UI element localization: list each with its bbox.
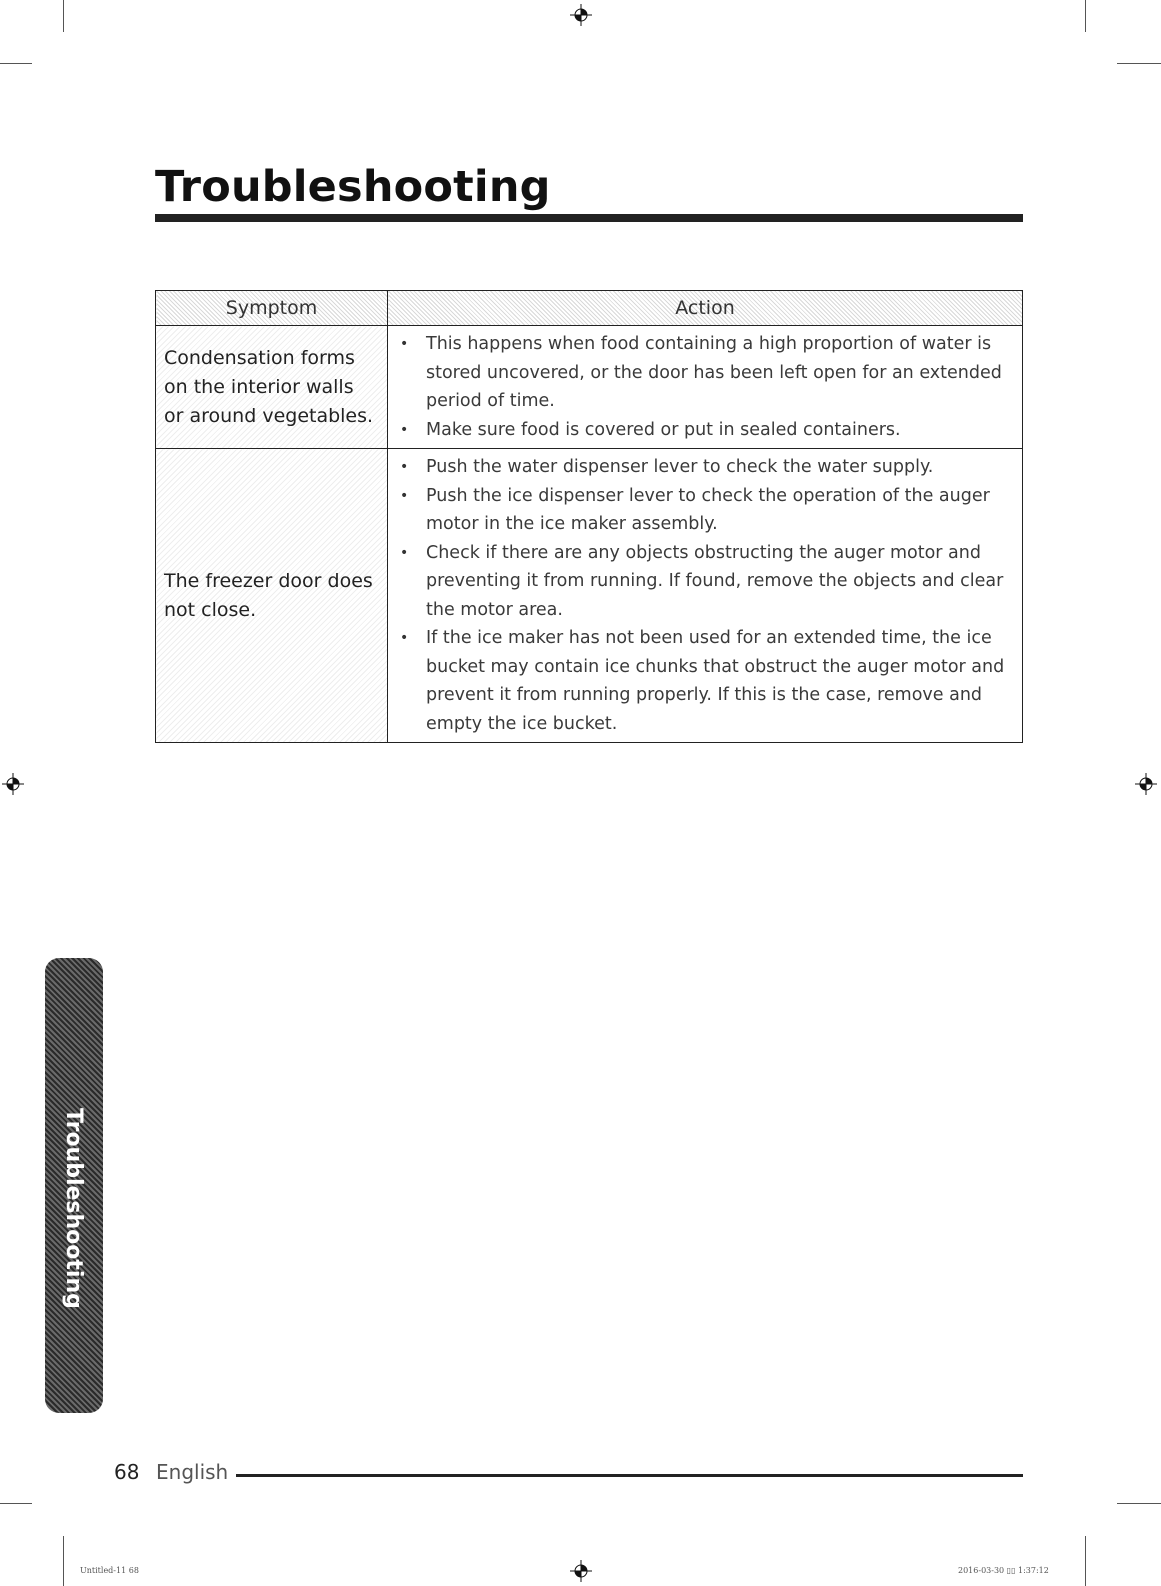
table-header-row — [156, 291, 1023, 326]
page-number: 68 — [114, 1460, 140, 1484]
page-title: Troubleshooting — [155, 162, 551, 212]
registration-mark-icon — [570, 1560, 592, 1582]
action-cell — [388, 449, 1023, 743]
registration-mark-icon — [1135, 773, 1157, 795]
table-row — [156, 326, 1023, 449]
symptom-cell: Condensation forms on the interior walls or around vegetables. — [156, 326, 388, 449]
action-item: • Push the ice dispenser lever to check the operation of the auger motor in the ice maker assembly. — [398, 482, 1010, 539]
registration-mark-icon — [570, 4, 592, 26]
footer-rule — [236, 1474, 1023, 1477]
print-slug-file: Untitled-11 68 — [80, 1566, 139, 1575]
chapter-side-tab-label: Troubleshooting — [61, 1108, 86, 1309]
action-cell — [388, 326, 1023, 449]
crop-mark — [63, 1536, 64, 1586]
title-rule — [155, 214, 1023, 222]
action-item: • Make sure food is covered or put in sealed containers. — [398, 416, 1010, 445]
crop-mark — [0, 63, 32, 64]
troubleshooting-table — [155, 290, 1023, 743]
print-slug-timestamp: 2016-03-30 ▯▯ 1:37:12 — [958, 1566, 1049, 1575]
crop-mark — [63, 0, 64, 32]
action-column-header: Action — [388, 291, 1023, 326]
symptom-column-header: Symptom — [156, 291, 388, 326]
crop-mark — [0, 1503, 32, 1504]
action-item: • Check if there are any objects obstructing the auger motor and preventing it from running. If found, remove the objects and clear the motor area. — [398, 539, 1010, 625]
crop-mark — [1085, 1536, 1086, 1586]
action-list — [398, 330, 1010, 444]
crop-mark — [1117, 63, 1161, 64]
registration-mark-icon — [2, 773, 24, 795]
crop-mark — [1085, 0, 1086, 32]
action-item: • If the ice maker has not been used for an extended time, the ice bucket may contain ice chunks that obstruct the auger motor and prevent it from running properly. If this is the case, remove and empty the ice bucket. — [398, 624, 1010, 738]
page-language: English — [156, 1460, 229, 1484]
action-list — [398, 453, 1010, 738]
table-row — [156, 449, 1023, 743]
action-item: • Push the water dispenser lever to check the water supply. — [398, 453, 1010, 482]
action-item: • This happens when food containing a high proportion of water is stored uncovered, or the door has been left open for an extended period of time. — [398, 330, 1010, 416]
symptom-cell: The freezer door does not close. — [156, 449, 388, 743]
crop-mark — [1117, 1503, 1161, 1504]
